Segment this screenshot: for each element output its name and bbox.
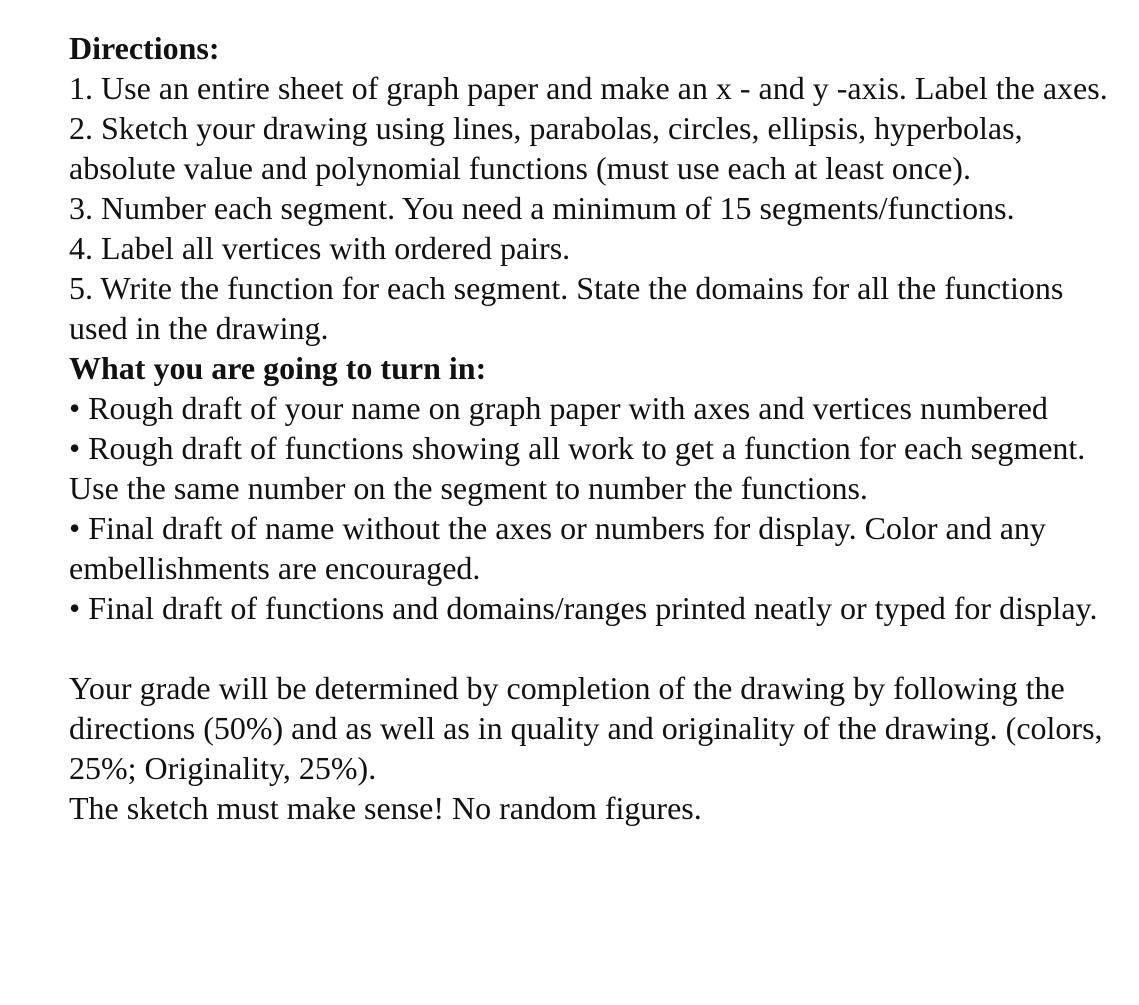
assignment-document [69,28,1109,828]
direction-item-2: 2. Sketch your drawing using lines, parabolas, circles, ellipsis, hyperbolas, absolute value and polynomial functions (must use each at least once). [69,110,1023,186]
direction-item-4: 4. Label all vertices with ordered pairs. [69,230,571,266]
direction-item-5: 5. Write the function for each segment. State the domains for all the functions used in the drawing. [69,270,1064,346]
turn-in-item-2: • Rough draft of functions showing all work to get a function for each segment. Use the same number on the segment to number the functions. [69,430,1086,506]
turn-in-item-4: • Final draft of functions and domains/ranges printed neatly or typed for display. [69,590,1098,626]
grading-paragraph: Your grade will be determined by completion of the drawing by following the directions (50%) and as well as in quality and originality of the drawing. (colors, 25%; Originality, 25%). [69,670,1103,786]
turn-in-item-3: • Final draft of name without the axes or numbers for display. Color and any embellishments are encouraged. [69,510,1046,586]
turn-in-item-1: • Rough draft of your name on graph paper with axes and vertices numbered [69,390,1048,426]
paragraph-spacer [69,628,1109,668]
turn-in-heading: What you are going to turn in: [69,350,487,386]
direction-item-3: 3. Number each segment. You need a minimum of 15 segments/functions. [69,190,1015,226]
direction-item-1: 1. Use an entire sheet of graph paper and make an x - and y -axis. Label the axes. [69,70,1108,106]
directions-heading: Directions: [69,30,220,66]
closing-note: The sketch must make sense! No random figures. [69,790,702,826]
